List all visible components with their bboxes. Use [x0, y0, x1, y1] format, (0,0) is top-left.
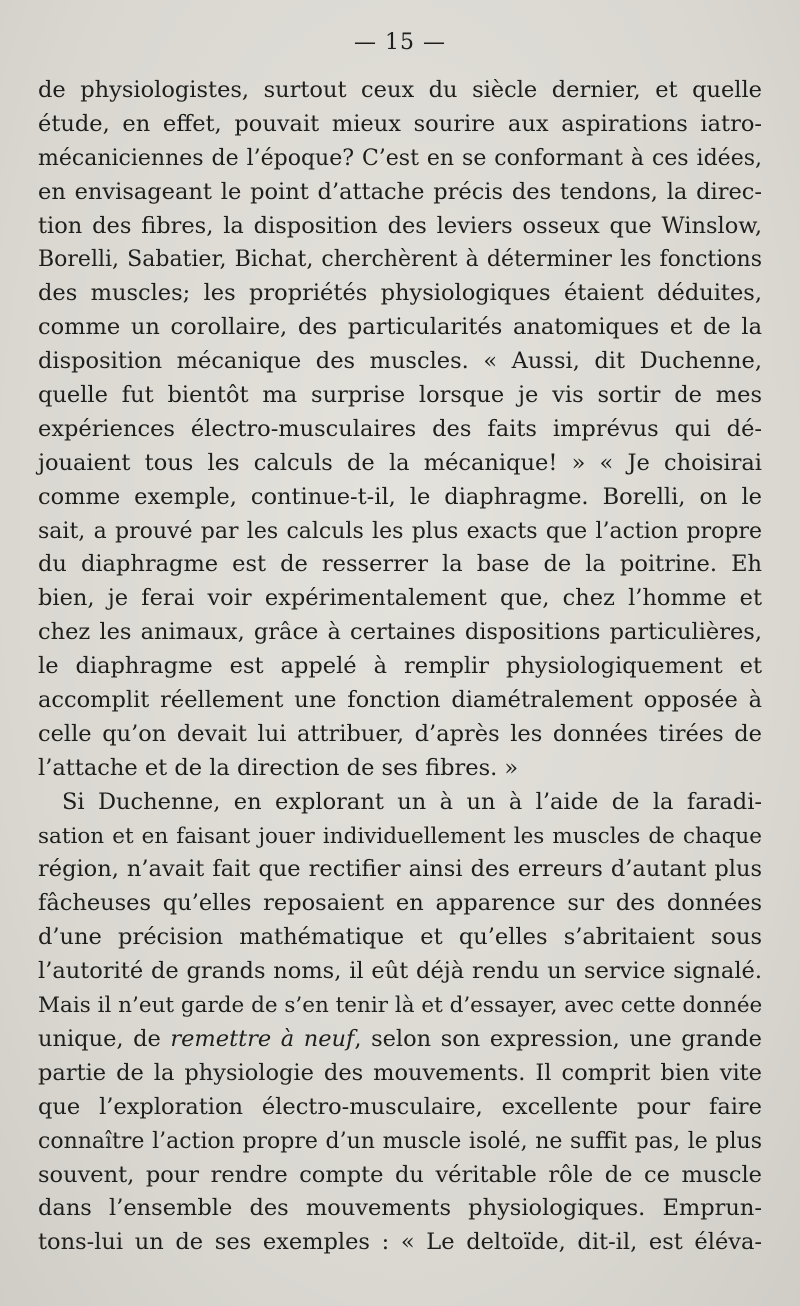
- paragraph-1: [38, 74, 762, 786]
- text-line: région, n’avait fait que rectifier ainsi des erreurs d’autant plus: [38, 856, 762, 883]
- text-line: fâcheuses qu’elles reposaient en apparence sur des données: [38, 890, 762, 917]
- text-line: l’attache et de la direction de ses fibres. »: [38, 754, 519, 781]
- text-line: bien, je ferai voir expérimentalement que, chez l’homme et: [38, 585, 762, 612]
- text-line: de physiologistes, surtout ceux du siècle dernier, et quelle: [38, 77, 762, 103]
- text-line: Mais il n’eut garde de s’en tenir là et d’essayer, avec cette donnée: [38, 993, 763, 1019]
- text-line: mécaniciennes de l’époque? C’est en se conformant à ces idées,: [38, 145, 762, 171]
- text-line: en envisageant le point d’attache précis des tendons, la direc-: [38, 178, 762, 205]
- text-line: quelle fut bientôt ma surprise lorsque je vis sortir de mes: [38, 382, 762, 409]
- text-line: étude, en effet, pouvait mieux sourire aux aspirations iatro-: [38, 110, 762, 137]
- text-segment: unique, de: [38, 1025, 171, 1052]
- text-line: du diaphragme est de resserrer la base de la poitrine. Eh: [38, 551, 762, 578]
- text-line: chez les animaux, grâce à certaines dispositions particulières,: [38, 619, 762, 646]
- text-line: l’autorité de grands noms, il eût déjà rendu un service signalé.: [38, 958, 762, 985]
- text-line: celle qu’on devait lui attribuer, d’après les données tirées de: [38, 720, 762, 747]
- text-line: comme exemple, continue-t-il, le diaphragme. Borelli, on le: [38, 483, 762, 510]
- text-line: que l’exploration électro-musculaire, excellente pour faire: [38, 1093, 762, 1120]
- text-line: partie de la physiologie des mouvements. Il comprit bien vite: [38, 1059, 762, 1086]
- text-line: Si Duchenne, en explorant un à un à l’aide de la faradi-: [62, 788, 762, 815]
- text-line: des muscles; les propriétés physiologiques étaient déduites,: [38, 280, 762, 307]
- text-line: tons-lui un de ses exemples : « Le deltoïde, dit-il, est éléva-: [38, 1229, 762, 1256]
- text-line: sation et en faisant jouer individuellement les muscles de chaque: [38, 823, 762, 849]
- text-line: dans l’ensemble des mouvements physiologiques. Emprun-: [38, 1195, 762, 1222]
- text-line: le diaphragme est appelé à remplir physiologiquement et: [38, 653, 762, 680]
- text-line-with-italic: [38, 1023, 762, 1057]
- text-line: souvent, pour rendre compte du véritable rôle de ce muscle: [38, 1161, 762, 1188]
- text-line: tion des fibres, la disposition des leviers osseux que Winslow,: [38, 212, 762, 239]
- text-line: disposition mécanique des muscles. « Aussi, dit Duchenne,: [38, 348, 762, 375]
- text-line: Borelli, Sabatier, Bichat, cherchèrent à déterminer les fonctions: [38, 247, 762, 273]
- text-segment: , selon son expression, une grande: [354, 1025, 762, 1052]
- text-line: accomplit réellement une fonction diamétralement opposée à: [38, 687, 762, 714]
- text-line: comme un corollaire, des particularités anatomiques et de la: [38, 314, 762, 341]
- text-line: connaître l’action propre d’un muscle isolé, ne suffit pas, le plus: [38, 1128, 762, 1154]
- paragraph-2: [38, 786, 762, 1260]
- text-line: d’une précision mathématique et qu’elles s’abritaient sous: [38, 924, 762, 951]
- text-line: sait, a prouvé par les calculs les plus exacts que l’action propre: [38, 518, 762, 544]
- text-line: expériences électro-musculaires des faits imprévus qui dé-: [38, 415, 762, 442]
- body-text: [38, 74, 762, 1260]
- italic-phrase: remettre à neuf: [170, 1025, 355, 1052]
- page-number: — 15 —: [354, 30, 446, 55]
- text-line: jouaient tous les calculs de la mécanique! » « Je choisirai: [38, 449, 762, 476]
